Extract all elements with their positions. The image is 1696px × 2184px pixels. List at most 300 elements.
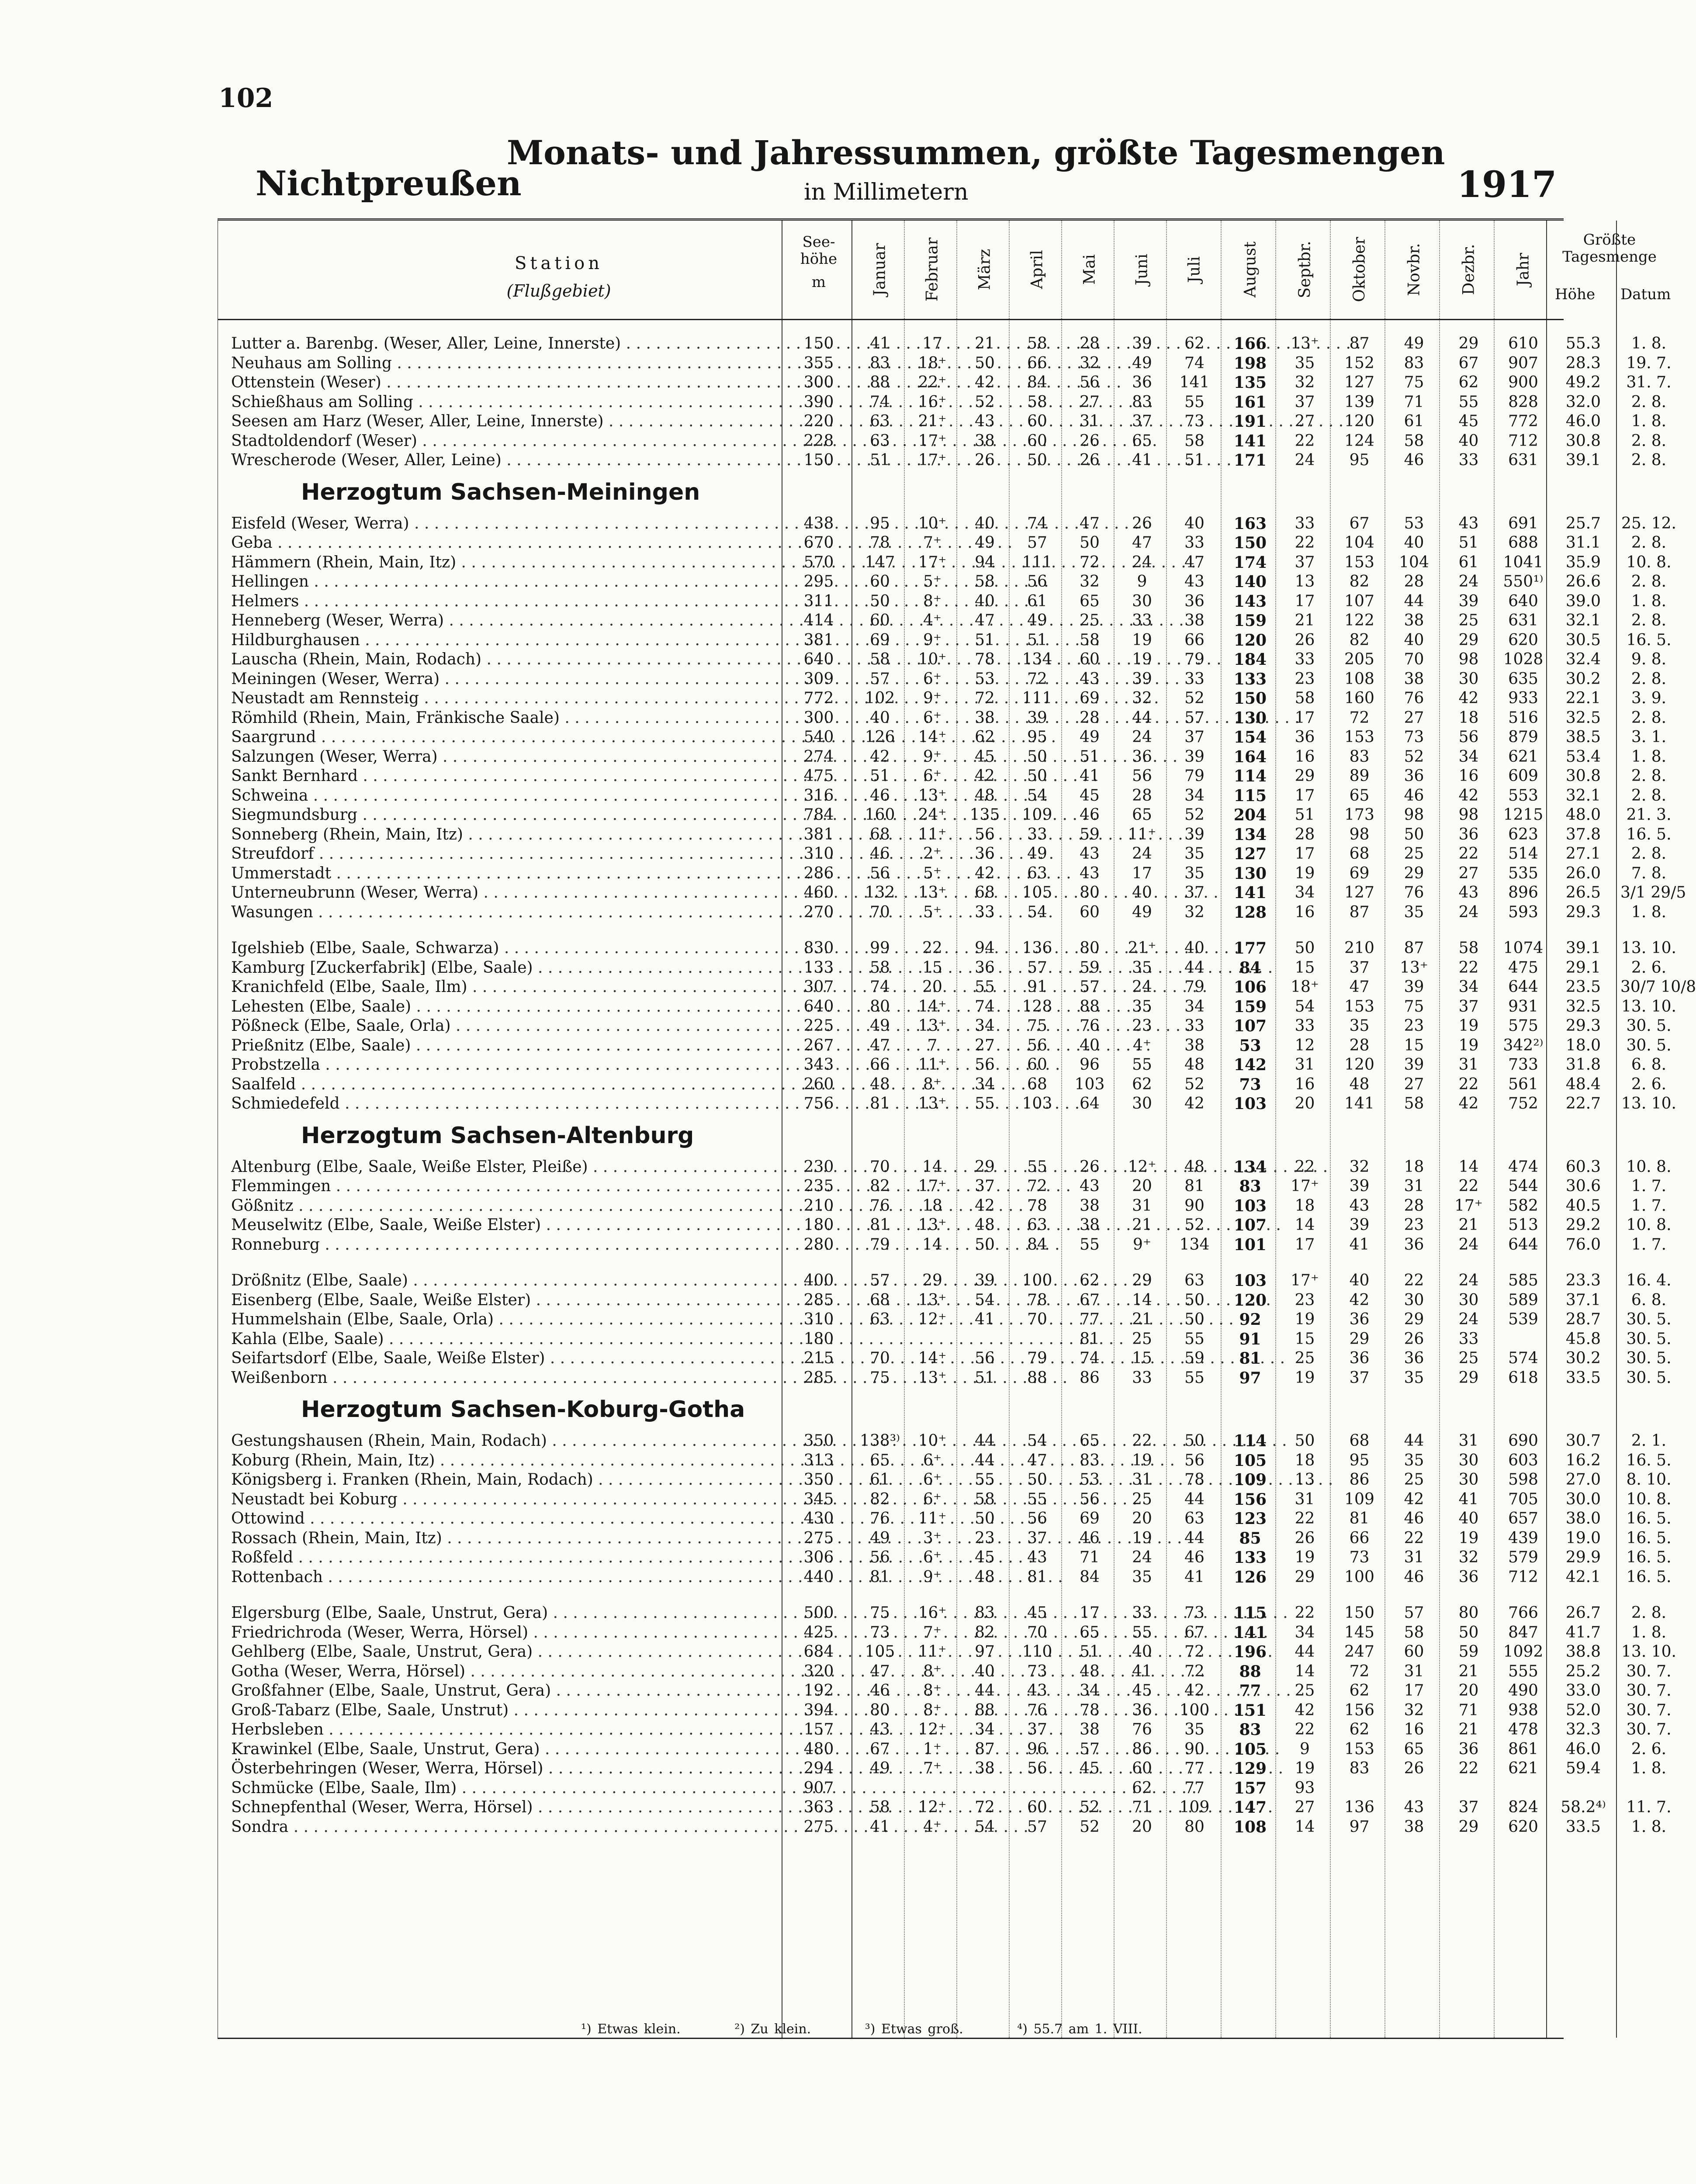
table-cell: 191 bbox=[1233, 412, 1267, 431]
table-cell: 55 bbox=[1027, 1490, 1047, 1508]
table-cell: 12⁺ bbox=[918, 1310, 947, 1328]
table-cell: 83 bbox=[1239, 1721, 1261, 1739]
table-cell: 74 bbox=[1080, 1349, 1100, 1367]
table-cell: 39 bbox=[1349, 1216, 1370, 1234]
table-cell: 22.1 bbox=[1565, 689, 1601, 707]
table-cell: 295 bbox=[803, 573, 834, 591]
header-separator bbox=[218, 319, 1564, 320]
table-cell: 16. 4. bbox=[1626, 1272, 1672, 1289]
table-cell: 1. 8. bbox=[1631, 1623, 1667, 1641]
table-cell: 306 bbox=[803, 1548, 834, 1566]
table-cell: 2. 8. bbox=[1631, 708, 1667, 727]
table-cell: 41 bbox=[1458, 1490, 1479, 1508]
table-cell: 44 bbox=[1132, 708, 1152, 727]
station-name: Neustadt am Rennsteig . . . bbox=[231, 689, 782, 708]
table-cell: 70 bbox=[870, 1349, 890, 1367]
table-row bbox=[218, 451, 1667, 470]
table-cell: 56 bbox=[1027, 1510, 1047, 1527]
table-cell: 54 bbox=[1027, 786, 1047, 805]
table-cell: 35 bbox=[1184, 1721, 1205, 1738]
table-cell: 67 bbox=[870, 1740, 890, 1758]
table-cell: 13⁺ bbox=[918, 1291, 947, 1309]
table-cell: 95 bbox=[1027, 728, 1047, 746]
table-cell: 19. 7. bbox=[1626, 354, 1672, 372]
table-cell: 311 bbox=[803, 592, 834, 610]
table-cell: 39 bbox=[1132, 335, 1152, 352]
table-cell: 55 bbox=[1458, 393, 1479, 411]
table-cell: 36 bbox=[1458, 1740, 1479, 1758]
table-cell: 10. 8. bbox=[1626, 553, 1672, 571]
table-cell: 17⁺ bbox=[918, 451, 947, 469]
table-cell: 147 bbox=[865, 553, 895, 571]
table-cell: 52 bbox=[1184, 689, 1205, 707]
table-cell: 7. 8. bbox=[1631, 864, 1667, 882]
table-cell: 56 bbox=[1184, 1451, 1205, 1469]
station-name: Kamburg [Zuckerfabrik] (Elbe, Saale) . . . bbox=[231, 958, 782, 978]
table-cell: 938 bbox=[1508, 1701, 1538, 1719]
table-cell: 32 bbox=[1294, 373, 1315, 391]
table-cell: 17⁺ bbox=[1291, 1272, 1319, 1289]
table-row bbox=[218, 393, 1667, 412]
table-row bbox=[218, 670, 1667, 689]
table-cell: 500 bbox=[803, 1604, 834, 1622]
table-cell: 71 bbox=[1132, 1798, 1152, 1816]
table-cell: 48 bbox=[1080, 1662, 1100, 1680]
table-cell: 51 bbox=[1184, 451, 1205, 469]
table-cell: 83 bbox=[1132, 393, 1152, 411]
table-cell: 20 bbox=[1458, 1682, 1479, 1700]
table-cell: 82 bbox=[1349, 573, 1370, 591]
table-cell: 33 bbox=[1294, 1017, 1315, 1035]
table-cell: 88 bbox=[1027, 1368, 1047, 1387]
table-cell: 285 bbox=[803, 1291, 834, 1309]
table-cell: 896 bbox=[1508, 884, 1538, 902]
table-cell: 73 bbox=[1349, 1548, 1370, 1566]
table-cell: 86 bbox=[1349, 1471, 1370, 1489]
table-cell: 6⁺ bbox=[923, 767, 941, 785]
station-name: Wasungen . . . bbox=[231, 903, 782, 923]
table-cell: 657 bbox=[1508, 1510, 1538, 1527]
table-cell: 907 bbox=[1508, 354, 1538, 372]
station-name: Salzungen (Weser, Werra) . . . bbox=[231, 747, 782, 767]
table-cell: 81 bbox=[1080, 1330, 1100, 1348]
table-cell: 27 bbox=[1404, 708, 1424, 727]
table-cell: 294 bbox=[803, 1759, 834, 1777]
table-cell: 49 bbox=[1027, 612, 1047, 629]
table-cell: 8⁺ bbox=[923, 592, 941, 610]
table-cell: 34 bbox=[1294, 1623, 1315, 1641]
table-cell: 75 bbox=[1404, 997, 1424, 1016]
table-cell: 16. 5. bbox=[1626, 1548, 1672, 1566]
table-cell: 103 bbox=[1233, 1272, 1267, 1290]
table-row bbox=[218, 1568, 1672, 1587]
table-cell: 54 bbox=[1027, 903, 1047, 921]
table-row bbox=[218, 689, 1667, 708]
table-cell: 14 bbox=[1132, 1291, 1152, 1309]
table-cell: 45 bbox=[975, 1548, 995, 1566]
page-subtitle: in Millimetern bbox=[804, 179, 969, 205]
table-cell: 7 bbox=[927, 1036, 938, 1054]
table-cell: 63 bbox=[1027, 864, 1047, 882]
station-name: Gestungshausen (Rhein, Main, Rodach) . . . bbox=[231, 1431, 782, 1451]
table-cell: 85 bbox=[1239, 1529, 1261, 1548]
table-cell: 129 bbox=[1233, 1759, 1267, 1778]
table-cell: 1041 bbox=[1503, 553, 1544, 571]
table-cell: 585 bbox=[1508, 1272, 1538, 1289]
table-cell: 65 bbox=[1080, 1432, 1100, 1450]
table-row bbox=[218, 1158, 1672, 1177]
table-cell: 2. 6. bbox=[1631, 1075, 1667, 1093]
table-cell: 70 bbox=[870, 903, 890, 921]
table-cell: 28 bbox=[1349, 1036, 1370, 1054]
table-cell: 30 bbox=[1458, 670, 1479, 688]
table-cell: 47 bbox=[1080, 514, 1100, 532]
table-cell: 2⁺ bbox=[923, 845, 941, 863]
table-cell: 30 bbox=[1458, 1451, 1479, 1469]
table-cell: 136 bbox=[1344, 1798, 1374, 1816]
table-cell: 43 bbox=[1080, 845, 1100, 863]
table-cell: 24 bbox=[1132, 553, 1152, 571]
table-cell: 313 bbox=[803, 1451, 834, 1469]
table-row bbox=[218, 1662, 1672, 1682]
table-cell: 57 bbox=[870, 1272, 890, 1289]
table-cell: 440 bbox=[803, 1568, 834, 1586]
table-cell: 40 bbox=[1458, 1510, 1479, 1527]
table-cell: 11⁺ bbox=[1128, 825, 1156, 843]
table-cell: 34 bbox=[975, 1017, 995, 1035]
station-name: Schmücke (Elbe, Saale, Ilm) . . . bbox=[231, 1779, 782, 1798]
table-cell: 40 bbox=[1184, 939, 1205, 957]
table-cell: 579 bbox=[1508, 1548, 1538, 1566]
table-cell: 13. 10. bbox=[1621, 997, 1676, 1016]
table-cell: 79 bbox=[1184, 650, 1205, 668]
table-cell: 6. 8. bbox=[1631, 1291, 1667, 1309]
table-cell: 830 bbox=[803, 939, 834, 957]
table-cell: 2. 8. bbox=[1631, 786, 1667, 805]
table-cell: 31 bbox=[1404, 1662, 1424, 1680]
table-cell: 33 bbox=[1294, 650, 1315, 668]
station-name: Neuhaus am Solling . . . bbox=[231, 354, 782, 373]
table-cell: 157 bbox=[803, 1721, 834, 1738]
table-cell: 40 bbox=[975, 1662, 995, 1680]
table-cell: 21⁺ bbox=[918, 412, 947, 430]
table-cell: 8⁺ bbox=[923, 1701, 941, 1719]
table-cell: 30. 7. bbox=[1626, 1721, 1672, 1738]
table-cell: 39.0 bbox=[1565, 592, 1601, 610]
table-cell: 30. 7. bbox=[1626, 1662, 1672, 1680]
table-cell: 19 bbox=[1132, 1451, 1152, 1469]
table-cell: 31 bbox=[1404, 1548, 1424, 1566]
table-cell: 42 bbox=[975, 767, 995, 785]
table-cell: 47 bbox=[1349, 978, 1370, 996]
table-row bbox=[218, 1291, 1667, 1310]
table-cell: 43 bbox=[1349, 1196, 1370, 1215]
station-name: Eisfeld (Weser, Werra) . . . bbox=[231, 514, 782, 534]
table-cell: 31 bbox=[1132, 1196, 1152, 1215]
table-cell: 140 bbox=[1233, 573, 1267, 591]
table-cell: 138³⁾ bbox=[860, 1432, 900, 1450]
station-name: Igelshieb (Elbe, Saale, Schwarza) . . . bbox=[231, 939, 782, 958]
table-cell: 49 bbox=[1404, 335, 1424, 352]
table-cell: 26.6 bbox=[1565, 573, 1601, 591]
table-cell: 13 bbox=[1294, 1471, 1315, 1489]
table-cell: 42 bbox=[1184, 1682, 1205, 1700]
table-cell: 58.2⁴⁾ bbox=[1561, 1798, 1606, 1816]
table-cell: 50 bbox=[1458, 1623, 1479, 1641]
table-cell: 58 bbox=[975, 573, 995, 591]
table-cell: 274 bbox=[803, 747, 834, 766]
table-cell: 31.8 bbox=[1565, 1056, 1601, 1074]
table-cell: 394 bbox=[803, 1701, 834, 1719]
table-row bbox=[218, 553, 1672, 573]
table-cell: 631 bbox=[1508, 612, 1538, 629]
table-cell: 14 bbox=[922, 1158, 942, 1176]
table-row bbox=[218, 786, 1667, 806]
table-cell: 733 bbox=[1508, 1056, 1538, 1074]
table-cell: 107 bbox=[1233, 1216, 1267, 1234]
header-station: Station bbox=[514, 253, 603, 273]
table-cell: 54 bbox=[975, 1818, 995, 1836]
station-name: Neustadt bei Koburg . . . bbox=[231, 1490, 782, 1510]
table-cell: 43 bbox=[1080, 670, 1100, 688]
table-cell: 3. 1. bbox=[1631, 728, 1667, 746]
table-cell: 861 bbox=[1508, 1740, 1538, 1758]
table-cell: 72 bbox=[1349, 1662, 1370, 1680]
table-cell: 81 bbox=[870, 1095, 890, 1113]
table-cell: 42 bbox=[975, 373, 995, 391]
table-cell: 535 bbox=[1508, 864, 1538, 882]
table-cell: 56 bbox=[1027, 1036, 1047, 1054]
table-cell: 438 bbox=[803, 514, 834, 532]
table-cell: 159 bbox=[1233, 612, 1267, 630]
table-cell: 47 bbox=[1027, 1451, 1047, 1469]
table-cell: 9 bbox=[1300, 1740, 1310, 1758]
station-name: Streufdorf . . . bbox=[231, 844, 782, 864]
table-row bbox=[218, 1490, 1672, 1510]
table-cell: 80 bbox=[1184, 1818, 1205, 1836]
table-row bbox=[218, 1681, 1672, 1701]
table-cell: 41.7 bbox=[1565, 1623, 1601, 1641]
table-cell: 1. 8. bbox=[1631, 1818, 1667, 1836]
station-name: Saargrund . . . bbox=[231, 728, 782, 747]
table-cell: 55 bbox=[1027, 1158, 1047, 1176]
table-cell: 24 bbox=[1132, 978, 1152, 996]
table-cell: 111 bbox=[1022, 553, 1052, 571]
table-cell: 26 bbox=[1294, 1529, 1315, 1547]
table-cell: 83 bbox=[1349, 747, 1370, 766]
table-cell: 46 bbox=[1080, 806, 1100, 824]
table-cell: 76 bbox=[1404, 884, 1424, 902]
table-cell: 50 bbox=[870, 592, 890, 610]
table-cell: 38 bbox=[1404, 670, 1424, 688]
table-cell: 68 bbox=[1027, 1075, 1047, 1093]
table-cell: 13. 10. bbox=[1621, 939, 1676, 957]
table-cell: 23.5 bbox=[1565, 978, 1601, 996]
table-cell: 19.0 bbox=[1565, 1529, 1601, 1547]
table-cell: 36 bbox=[1404, 767, 1424, 785]
table-cell: 157 bbox=[1233, 1779, 1267, 1797]
table-cell: 60 bbox=[870, 612, 890, 629]
table-cell: 18 bbox=[1294, 1196, 1315, 1215]
table-row bbox=[218, 1623, 1667, 1643]
table-cell: 30. 7. bbox=[1626, 1701, 1672, 1719]
table-cell: 49 bbox=[1027, 845, 1047, 863]
table-cell: 97 bbox=[1239, 1368, 1261, 1387]
table-cell: 57 bbox=[1404, 1604, 1424, 1622]
table-cell: 184 bbox=[1233, 650, 1267, 669]
table-cell: 76 bbox=[1027, 1701, 1047, 1719]
table-cell: 75 bbox=[870, 1604, 890, 1622]
table-cell: 513 bbox=[1508, 1216, 1538, 1234]
table-cell: 31 bbox=[1132, 1471, 1152, 1489]
table-cell: 31.1 bbox=[1565, 534, 1601, 552]
table-cell: 136 bbox=[1022, 939, 1052, 957]
table-cell: 134 bbox=[1179, 1235, 1210, 1254]
table-row bbox=[218, 825, 1672, 845]
table-cell: 103 bbox=[1233, 1095, 1267, 1113]
table-cell: 31 bbox=[1458, 1056, 1479, 1074]
table-cell: 50 bbox=[1294, 1432, 1315, 1450]
table-cell: 26 bbox=[1404, 1330, 1424, 1348]
table-cell: 9⁺ bbox=[923, 689, 941, 707]
table-cell: 56 bbox=[1027, 573, 1047, 591]
table-cell: 19 bbox=[1294, 1368, 1315, 1387]
table-cell: 300 bbox=[803, 373, 834, 391]
table-row bbox=[218, 354, 1672, 373]
table-cell: 640 bbox=[1508, 592, 1538, 610]
table-cell: 270 bbox=[803, 903, 834, 921]
station-name: Kranichfeld (Elbe, Saale, Ilm) . . . bbox=[231, 978, 782, 997]
table-cell: 180 bbox=[803, 1216, 834, 1234]
table-cell: 74 bbox=[1184, 354, 1205, 372]
table-cell: 34 bbox=[1458, 747, 1479, 766]
table-cell: 32 bbox=[1349, 1158, 1370, 1176]
table-cell: 18⁺ bbox=[918, 354, 947, 372]
table-cell: 46.0 bbox=[1565, 1740, 1601, 1758]
table-cell: 16. 5. bbox=[1626, 631, 1672, 649]
region-label: Nichtpreußen bbox=[256, 164, 522, 204]
table-cell: 69 bbox=[1349, 864, 1370, 882]
table-cell: 164 bbox=[1233, 747, 1267, 766]
table-cell: 12 bbox=[1294, 1036, 1315, 1054]
table-cell: 22 bbox=[922, 939, 942, 957]
table-cell: 87 bbox=[1404, 939, 1424, 957]
table-cell: 37 bbox=[1349, 1368, 1370, 1387]
table-cell: 1. 8. bbox=[1631, 592, 1667, 610]
table-cell: 68 bbox=[1349, 845, 1370, 863]
table-cell: 275 bbox=[803, 1529, 834, 1547]
table-cell: 34 bbox=[1080, 1682, 1100, 1700]
table-cell: 87 bbox=[975, 1740, 995, 1758]
table-cell: 50 bbox=[1184, 1432, 1205, 1450]
table-cell: 54 bbox=[1294, 997, 1315, 1016]
table-cell: 381 bbox=[803, 631, 834, 649]
table-cell: 40 bbox=[1404, 534, 1424, 552]
table-cell: 38 bbox=[1184, 612, 1205, 629]
table-cell: 84 bbox=[1027, 1235, 1047, 1254]
table-cell: 570 bbox=[803, 553, 834, 571]
table-cell: 9. 8. bbox=[1631, 650, 1667, 668]
table-cell: 23 bbox=[1294, 670, 1315, 688]
table-cell: 316 bbox=[803, 786, 834, 805]
table-cell: 53 bbox=[1239, 1036, 1261, 1055]
table-cell: 28 bbox=[1294, 825, 1315, 843]
table-cell: 39.1 bbox=[1565, 451, 1601, 469]
table-cell: 475 bbox=[803, 767, 834, 785]
table-cell: 26 bbox=[1080, 432, 1100, 450]
table-cell: 32.5 bbox=[1565, 997, 1601, 1016]
table-cell: 156 bbox=[1233, 1490, 1267, 1509]
table-cell: 52 bbox=[1184, 1075, 1205, 1093]
table-cell: 539 bbox=[1508, 1310, 1538, 1328]
table-cell: 2. 8. bbox=[1631, 670, 1667, 688]
table-cell: 21 bbox=[1294, 612, 1315, 629]
table-cell: 92 bbox=[1239, 1310, 1261, 1329]
header-flussgebiet: (Flußgebiet) bbox=[506, 281, 611, 301]
table-cell: 76 bbox=[870, 1510, 890, 1527]
table-cell: 78 bbox=[1080, 1701, 1100, 1719]
table-row bbox=[218, 883, 1686, 903]
table-cell: 45 bbox=[1080, 1759, 1100, 1777]
table-row bbox=[218, 978, 1696, 997]
table-cell: 17 bbox=[1294, 592, 1315, 610]
table-cell: 640 bbox=[803, 997, 834, 1016]
table-cell: 160 bbox=[865, 806, 895, 824]
table-cell: 46.0 bbox=[1565, 412, 1601, 430]
table-cell: 22 bbox=[1294, 1158, 1315, 1176]
table-cell: 54 bbox=[975, 1291, 995, 1309]
station-name: Seesen am Harz (Weser, Aller, Leine, Innerste) . . . bbox=[231, 412, 782, 432]
table-cell: 83 bbox=[1404, 354, 1424, 372]
table-cell: 22 bbox=[1294, 1510, 1315, 1527]
table-cell: 109 bbox=[1233, 1471, 1267, 1489]
table-cell: 390 bbox=[803, 393, 834, 411]
table-cell: 17 bbox=[1294, 708, 1315, 727]
table-cell: 2. 8. bbox=[1631, 767, 1667, 785]
table-cell: 80 bbox=[1080, 939, 1100, 957]
table-cell: 19 bbox=[1458, 1036, 1479, 1054]
table-cell: 133 bbox=[803, 958, 834, 977]
table-cell: 16. 5. bbox=[1626, 1529, 1672, 1547]
table-cell: 37 bbox=[1027, 1721, 1047, 1738]
table-cell: 114 bbox=[1233, 767, 1267, 785]
table-cell: 670 bbox=[803, 534, 834, 552]
table-cell: 52 bbox=[1080, 1818, 1100, 1836]
table-cell: 78 bbox=[975, 650, 995, 668]
table-row bbox=[218, 1349, 1672, 1368]
table-cell: 56 bbox=[1080, 1490, 1100, 1508]
table-cell: 62 bbox=[1132, 1075, 1152, 1093]
table-cell: 50 bbox=[1294, 939, 1315, 957]
table-cell: 39.1 bbox=[1565, 939, 1601, 957]
table-cell: 4⁺ bbox=[923, 1818, 941, 1836]
table-row bbox=[218, 958, 1667, 978]
table-cell: 66 bbox=[1184, 631, 1205, 649]
table-cell: 27.1 bbox=[1565, 845, 1601, 863]
table-cell: 33 bbox=[1132, 1604, 1152, 1622]
table-cell: 37 bbox=[1458, 1798, 1479, 1816]
table-cell: 130 bbox=[1233, 864, 1267, 883]
table-cell: 62 bbox=[1184, 335, 1205, 352]
table-cell: 41 bbox=[1132, 1662, 1152, 1680]
table-cell: 159 bbox=[1233, 997, 1267, 1016]
table-cell: 478 bbox=[1508, 1721, 1538, 1738]
table-cell: 2. 8. bbox=[1631, 573, 1667, 591]
table-cell: 13. 10. bbox=[1621, 1095, 1676, 1113]
table-cell: 22 bbox=[1294, 432, 1315, 450]
table-cell: 44 bbox=[1184, 1490, 1205, 1508]
table-cell: 72 bbox=[1349, 708, 1370, 727]
